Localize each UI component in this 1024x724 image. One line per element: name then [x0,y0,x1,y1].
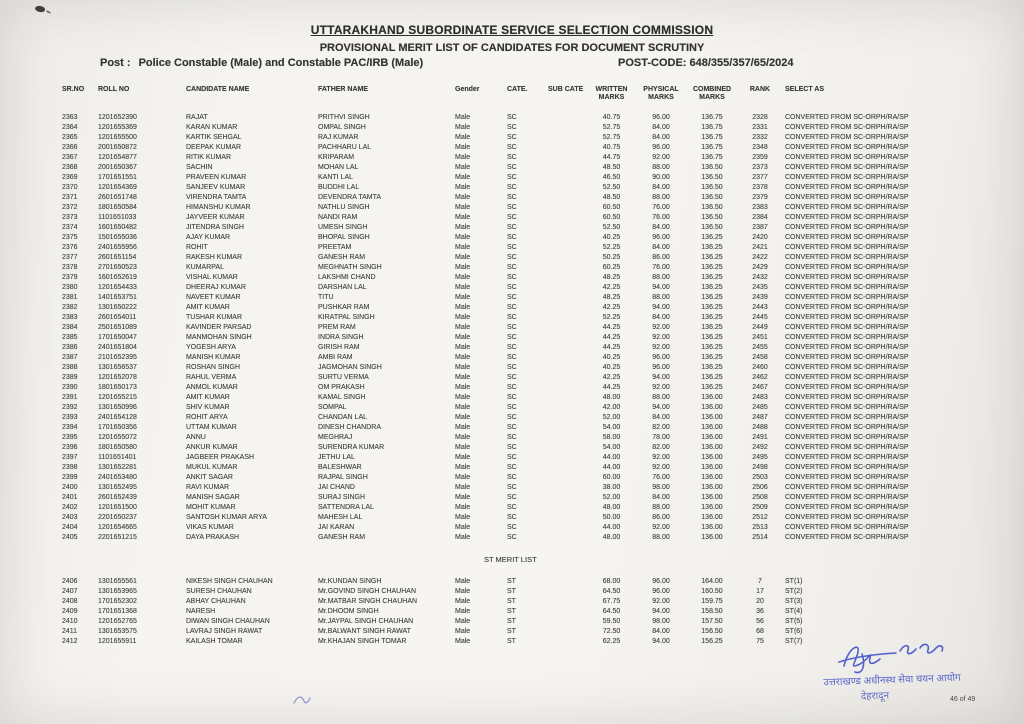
table-row: 2364 1201655369 KARAN KUMAR OMPAL SINGH Male SC 52.75 84.00 136.75 2331 CONVERTED FROM SC-ORPH/RA/SP [62,124,909,131]
post-code-label: POST-CODE: [618,57,687,69]
table-row: 2365 1201655500 KARTIK SEHGAL RAJ KUMAR Male SC 52.75 84.00 136.75 2332 CONVERTED FROM SC-ORPH/RA/SP [62,134,909,141]
table-row: 2373 1101651033 JAYVEER KUMAR NANDI RAM Male SC 60.50 76.00 136.50 2384 CONVERTED FROM SC-ORPH/RA/SP [62,214,909,221]
table-row: 2369 1701651551 PRAVEEN KUMAR KANTI LAL Male SC 46.50 90.00 136.50 2377 CONVERTED FROM SC-ORPH/RA/SP [62,174,909,181]
table-row: 2387 2101652395 MANISH KUMAR AMBI RAM Male SC 40.25 96.00 136.25 2458 CONVERTED FROM SC-ORPH/RA/SP [62,354,909,361]
table-row: 2395 1201655072 ANNU MEGHRAJ Male SC 58.00 78.00 136.00 2491 CONVERTED FROM SC-ORPH/RA/SP [62,434,909,441]
page-indicator: 46 of 49 [950,696,976,703]
table-row: 2397 1101651401 JAGBEER PRAKASH JETHU LAL Male SC 44.00 92.00 136.00 2495 CONVERTED FROM SC-ORPH/RA/SP [62,454,909,461]
post-code-line [618,57,794,69]
table-row: 2393 2401654128 ROHIT ARYA CHANDAN LAL Male SC 52.00 84.00 136.00 2487 CONVERTED FROM SC-ORPH/RA/SP [62,414,909,421]
col-header-combined: COMBINED MARKS [692,86,732,101]
table-row: 2370 1201654369 SANJEEV KUMAR BUDDHI LAL Male SC 52.50 84.00 136.50 2378 CONVERTED FROM SC-ORPH/RA/SP [62,184,909,191]
table-row: 2412 1201655911 KAILASH TOMAR Mr.KHAJAN SINGH TOMAR Male ST 62.25 94.00 156.25 75 ST(7) [62,638,803,645]
table-row: 2382 1301650222 AMIT KUMAR PUSHKAR RAM Male SC 42.25 94.00 136.25 2443 CONVERTED FROM SC-ORPH/RA/SP [62,304,909,311]
table-row: 2389 1201652078 RAHUL VERMA SURTU VERMA Male SC 42.25 94.00 136.25 2462 CONVERTED FROM SC-ORPH/RA/SP [62,374,909,381]
table-row: 2367 1201654877 RITIK KUMAR KRIPARAM Male SC 44.75 92.00 136.75 2359 CONVERTED FROM SC-ORPH/RA/SP [62,154,909,161]
table-row: 2399 2401653480 ANKIT SAGAR RAJPAL SINGH Male SC 60.00 76.00 136.00 2503 CONVERTED FROM SC-ORPH/RA/SP [62,474,909,481]
table-row: 2388 1301656537 ROSHAN SINGH JAGMOHAN SINGH Male SC 40.25 96.00 136.25 2460 CONVERTED FROM SC-ORPH/RA/SP [62,364,909,371]
col-header-category: CATE. [507,86,528,93]
st-merit-rows [58,577,1010,647]
post-label: Post : [100,57,131,69]
table-row: 2378 2701650523 KUMARPAL MEGHNATH SINGH Male SC 60.25 76.00 136.25 2429 CONVERTED FROM SC-ORPH/RA/SP [62,264,909,271]
table-row: 2377 2601651154 RAKESH KUMAR GANESH RAM Male SC 50.25 86.00 136.25 2422 CONVERTED FROM SC-ORPH/RA/SP [62,254,909,261]
page-title: UTTARAKHAND SUBORDINATE SERVICE SELECTION COMMISSION [310,23,714,37]
table-row: 2380 1201654433 DHEERAJ KUMAR DARSHAN LAL Male SC 42.25 94.00 136.25 2435 CONVERTED FROM SC-ORPH/RA/SP [62,284,909,291]
st-section-heading-body [58,543,1010,577]
table-header-row [58,82,1010,113]
table-row: 2390 1801650173 ANMOL KUMAR OM PRAKASH Male SC 44.25 92.00 136.25 2467 CONVERTED FROM SC-ORPH/RA/SP [62,384,909,391]
merit-list-table [58,82,1010,647]
table-row: 2398 1301652281 MUKUL KUMAR BALESHWAR Male SC 44.00 92.00 136.00 2498 CONVERTED FROM SC-ORPH/RA/SP [62,464,909,471]
table-row: 2406 1301655561 NIKESH SINGH CHAUHAN Mr.KUNDAN SINGH Male ST 68.00 96.00 164.00 7 ST(1) [62,578,803,585]
table-row: 2404 1201654665 VIKAS KUMAR JAI KARAN Male SC 44.00 92.00 136.00 2513 CONVERTED FROM SC-ORPH/RA/SP [62,524,909,531]
table-row: 2409 1701651368 NARESH Mr.DHOOM SINGH Male ST 64.50 94.00 158.50 36 ST(4) [62,608,803,615]
table-row: 2391 1201655215 AMIT KUMAR KAMAL SINGH Male SC 48.00 88.00 136.00 2483 CONVERTED FROM SC-ORPH/RA/SP [62,394,909,401]
table-row: 2368 2001650367 SACHIN MOHAN LAL Male SC 48.50 88.00 136.50 2373 CONVERTED FROM SC-ORPH/RA/SP [62,164,909,171]
stamp-city-text: देहरादून [860,690,890,703]
table-row: 2379 1601652619 VISHAL KUMAR LAKSHMI CHAND Male SC 48.25 88.00 136.25 2432 CONVERTED FROM SC-ORPH/RA/SP [62,274,909,281]
table-row: 2381 1401653751 NAVEET KUMAR TITU Male SC 48.25 88.00 136.25 2439 CONVERTED FROM SC-ORPH/RA/SP [62,294,909,301]
table-row: 2366 2001650872 DEEPAK KUMAR PACHHARU LAL Male SC 40.75 96.00 136.75 2348 CONVERTED FROM SC-ORPH/RA/SP [62,144,909,151]
table-row: 2403 2201650237 SANTOSH KUMAR ARYA MAHESH LAL Male SC 50.00 86.00 136.00 2512 CONVERTED FROM SC-ORPH/RA/SP [62,514,909,521]
col-header-subcate: SUB CATE [548,86,584,93]
table-row: 2363 1201652390 RAJAT PRITHVI SINGH Male SC 40.75 96.00 136.75 2328 CONVERTED FROM SC-ORPH/RA/SP [62,114,909,121]
table-row: 2375 1501655036 AJAY KUMAR BHOPAL SINGH Male SC 40.25 96.00 136.25 2420 CONVERTED FROM SC-ORPH/RA/SP [62,234,909,241]
table-row: 2405 2201651215 DAYA PRAKASH GANESH RAM Male SC 48.00 88.00 136.00 2514 CONVERTED FROM SC-ORPH/RA/SP [62,534,909,541]
table-row: 2371 2601651748 VIRENDRA TAMTA DEVENDRA TAMTA Male SC 48.50 88.00 136.50 2379 CONVERTED FROM SC-ORPH/RA/SP [62,194,909,201]
table-row: 2407 1301653965 SURESH CHAUHAN Mr.GOVIND SINGH CHAUHAN Male ST 64.50 96.00 160.50 17 ST(2) [62,588,803,595]
section-heading-row [58,543,1010,577]
table-row: 2410 1201652765 DIWAN SINGH CHAUHAN Mr.JAYPAL SINGH CHAUHAN Male ST 59.50 98.00 157.50 56 ST(5) [62,618,803,625]
table-row: 2383 2601654011 TUSHAR KUMAR KIRATPAL SINGH Male SC 52.25 84.00 136.25 2445 CONVERTED FROM SC-ORPH/RA/SP [62,314,909,321]
col-header-written: WRITTEN MARKS [595,86,628,101]
scan-artifact-blob [34,5,45,13]
post-code-value: 648/355/357/65/2024 [689,57,794,69]
sc-merit-rows [58,113,1010,543]
st-merit-list-heading: ST MERIT LIST [484,555,537,564]
pen-mark-artifact [292,693,312,712]
table-row: 2372 1801650584 HIMANSHU KUMAR NATHLU SINGH Male SC 60.50 76.00 136.50 2383 CONVERTED FROM SC-ORPH/RA/SP [62,204,909,211]
post-name: Police Constable (Male) and Constable PAC/IRB (Male) [138,57,424,69]
table-row: 2385 1701650047 MANMOHAN SINGH INDRA SINGH Male SC 44.25 92.00 136.25 2451 CONVERTED FROM SC-ORPH/RA/SP [62,334,909,341]
col-header-physical: PHYSICAL MARKS [643,86,679,101]
table-row: 2408 1701652302 ABHAY CHAUHAN Mr.MATBAR SINGH CHAUHAN Male ST 67.75 92.00 159.75 20 ST(3) [62,598,803,605]
post-line [100,57,423,69]
col-header-srno: SR.NO [62,86,85,93]
table-row: 2396 1801650580 ANKUR KUMAR SURENDRA KUMAR Male SC 54.00 82.00 136.00 2492 CONVERTED FROM SC-ORPH/RA/SP [62,444,909,451]
table-row: 2394 1701650356 UTTAM KUMAR DINESH CHANDRA Male SC 54.00 82.00 136.00 2488 CONVERTED FROM SC-ORPH/RA/SP [62,424,909,431]
col-header-candidate: CANDIDATE NAME [186,86,250,93]
table-row: 2376 2401655956 ROHIT PREETAM Male SC 52.25 84.00 136.25 2421 CONVERTED FROM SC-ORPH/RA/SP [62,244,909,251]
stamp-commission-text: उत्तराखण्ड अधीनस्थ सेवा चयन आयोग [823,672,961,689]
col-header-rollno: ROLL NO [98,86,130,93]
col-header-father: FATHER NAME [318,86,369,93]
table-row: 2392 1301650996 SHIV KUMAR SOMPAL Male SC 42.00 94.00 136.00 2485 CONVERTED FROM SC-ORPH/RA/SP [62,404,909,411]
table-row: 2411 1301653575 LAVRAJ SINGH RAWAT Mr.BALWANT SINGH RAWAT Male ST 72.50 84.00 156.50 68 ST(6) [62,628,803,635]
table-row: 2386 2401651804 YOGESH ARYA GIRISH RAM Male SC 44.25 92.00 136.25 2455 CONVERTED FROM SC-ORPH/RA/SP [62,344,909,351]
scan-artifact-mark [46,10,51,14]
table-row: 2384 2501651089 KAVINDER PARSAD PREM RAM Male SC 44.25 92.00 136.25 2449 CONVERTED FROM SC-ORPH/RA/SP [62,324,909,331]
table-row: 2374 1601650482 JITENDRA SINGH UMESH SINGH Male SC 52.50 84.00 136.50 2387 CONVERTED FROM SC-ORPH/RA/SP [62,224,909,231]
table-row: 2401 2601652439 MANISH SAGAR SURAJ SINGH Male SC 52.00 84.00 136.00 2508 CONVERTED FROM SC-ORPH/RA/SP [62,494,909,501]
col-header-gender: Gender [455,86,480,93]
col-header-select-as: SELECT AS [785,86,825,93]
document-header [0,21,1024,54]
col-header-rank: RANK [749,86,771,93]
table-row: 2402 1201651500 MOHIT KUMAR SATTENDRA LAL Male SC 48.00 88.00 136.00 2509 CONVERTED FROM SC-ORPH/RA/SP [62,504,909,511]
page-subtitle: PROVISIONAL MERIT LIST OF CANDIDATES FOR DOCUMENT SCRUTINY [319,42,705,54]
table-row: 2400 1301652495 RAVI KUMAR JAI CHAND Male SC 38.00 98.00 136.00 2506 CONVERTED FROM SC-ORPH/RA/SP [62,484,909,491]
